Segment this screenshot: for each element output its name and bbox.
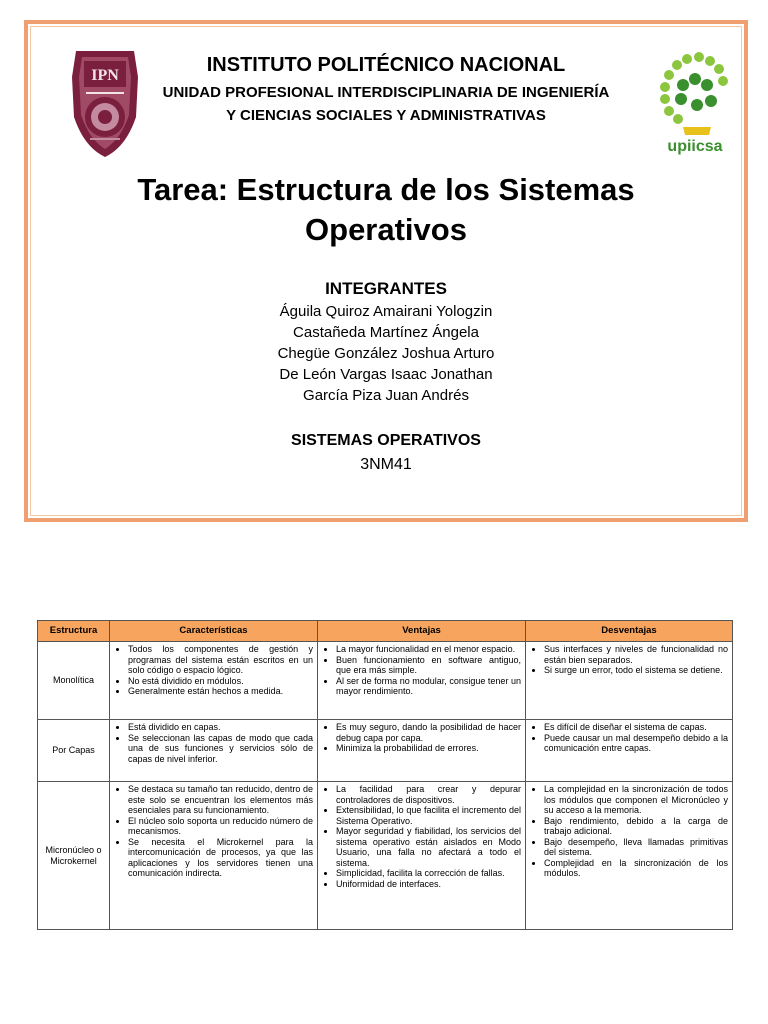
cover-frame [24, 20, 748, 522]
group-code: 3NM41 [360, 456, 412, 473]
list-item: • Todos los componentes de gestión y programas del sistema están escritos en un solo código o espacio lógico. [128, 644, 313, 676]
svg-text:IPN: IPN [91, 67, 119, 84]
list-item: • No está dividido en módulos. [128, 676, 313, 687]
team-member: Castañeda Martínez Ángela [293, 324, 479, 341]
structure-name-line1: Micronúcleo o [45, 845, 102, 855]
list-item: • Uniformidad de interfaces. [336, 879, 521, 890]
subject-name: SISTEMAS OPERATIVOS [291, 432, 481, 449]
list-item: • El núcleo solo soporta un reducido número de mecanismos. [128, 816, 313, 837]
list-item: • Es muy seguro, dando la posibilidad de hacer debug capa por capa. [336, 722, 521, 743]
unit-name-line1: UNIDAD PROFESIONAL INTERDISCIPLINARIA DE INGENIERÍA [162, 84, 610, 101]
header-desventajas: Desventajas [526, 621, 733, 642]
list-item: • Se necesita el Microkernel para la intercomunicación de procesos, ya que las aplicaciones y los servidores tienen una comunicación indirecta. [128, 837, 313, 879]
advantages-cell [318, 782, 526, 930]
team-member: Águila Quiroz Amairani Yologzin [279, 303, 493, 320]
list-item: • Es difícil de diseñar el sistema de capas. [544, 722, 728, 733]
characteristics-cell [110, 782, 318, 930]
comparison-table [37, 620, 733, 930]
team-member: De León Vargas Isaac Jonathan [279, 366, 493, 383]
list-item: • Se destaca su tamaño tan reducido, dentro de este solo se encuentran los elementos más esenciales para su funcionamiento. [128, 784, 313, 816]
characteristics-cell [110, 642, 318, 720]
document-title-line1: Tarea: Estructura de los Sistemas [137, 172, 635, 207]
list-item: • Minimiza la probabilidad de errores. [336, 743, 521, 754]
list-item: • Bajo rendimiento, debido a la carga de trabajo adicional. [544, 816, 728, 837]
list-item: • Simplicidad, facilita la corrección de fallas. [336, 868, 521, 879]
disadvantages-cell [526, 720, 733, 782]
list-item: • Al ser de forma no modular, consigue tener un mayor rendimiento. [336, 676, 521, 697]
advantages-cell [318, 642, 526, 720]
document-title [28, 170, 744, 250]
characteristics-cell [110, 720, 318, 782]
list-item: • Generalmente están hechos a medida. [128, 686, 313, 697]
header-estructura: Estructura [38, 621, 110, 642]
list-item: • Puede causar un mal desempeño debido a la comunicación entre capas. [544, 733, 728, 754]
structure-name: Por Capas [38, 720, 110, 782]
structure-name: Monolítica [38, 642, 110, 720]
list-item: • Si surge un error, todo el sistema se detiene. [544, 665, 728, 676]
structure-name [38, 782, 110, 930]
list-item: • Está dividido en capas. [128, 722, 313, 733]
institution-name: INSTITUTO POLITÉCNICO NACIONAL [206, 54, 566, 76]
list-item: • La mayor funcionalidad en el menor espacio. [336, 644, 521, 655]
list-item: • Bajo desempeño, lleva llamadas primitivas del sistema. [544, 837, 728, 858]
list-item: • La complejidad en la sincronización de todos los módulos que componen el Micronúcleo y su acceso a la memoria. [544, 784, 728, 816]
table-row-monolitica [38, 642, 733, 720]
table-row-por-capas [38, 720, 733, 782]
list-item: • Extensibilidad, lo que facilita el incremento del Sistema Operativo. [336, 805, 521, 826]
disadvantages-cell [526, 642, 733, 720]
list-item: • Se seleccionan las capas de modo que cada una de sus funciones y servicios sólo de capas de nivel inferior. [128, 733, 313, 765]
list-item: • Sus interfaces y niveles de funcionalidad no están bien separados. [544, 644, 728, 665]
header-ventajas: Ventajas [318, 621, 526, 642]
list-item: • La facilidad para crear y depurar controladores de dispositivos. [336, 784, 521, 805]
unit-name-line2: Y CIENCIAS SOCIALES Y ADMINISTRATIVAS [226, 107, 546, 124]
team-member: García Piza Juan Andrés [303, 387, 469, 404]
table-row-microkernel [38, 782, 733, 930]
advantages-cell [318, 720, 526, 782]
team-member: Chegüe González Joshua Arturo [277, 345, 495, 362]
list-item: • Buen funcionamiento en software antiguo, que era más simple. [336, 655, 521, 676]
header-caracteristicas: Características [110, 621, 318, 642]
document-title-line2: Operativos [305, 212, 467, 247]
structure-name-line2: Microkernel [50, 855, 97, 866]
svg-text:upiicsa: upiicsa [667, 138, 723, 155]
list-item: • Complejidad en la sincronización de los módulos. [544, 858, 728, 879]
team-heading: INTEGRANTES [325, 279, 447, 298]
list-item: • Mayor seguridad y fiabilidad, los servicios del sistema operativo están aislados en Modo Usuario, una falla no afectará a todo el sistema. [336, 826, 521, 868]
table-header-row [38, 621, 733, 642]
disadvantages-cell [526, 782, 733, 930]
